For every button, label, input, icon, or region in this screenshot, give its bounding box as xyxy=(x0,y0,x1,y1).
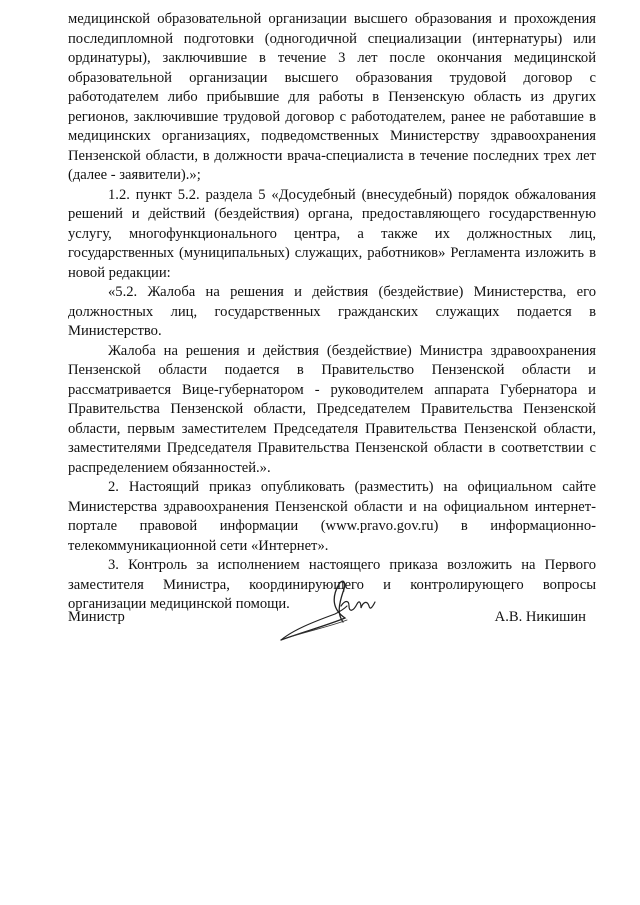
paragraph-minister-complaint: Жалоба на решения и действия (бездействие) Министра здравоохранения Пензенской области подается в Правительство Пензенской области и рассматривается Вице-губернатором - руководителем аппарата Губернатора и Правительства Пензенской области, Председателем Правительства Пензенской области, первым заместителем Председателя Правительства Пензенской области, заместителями Председателя Правительства Пензенской области в соответствии с распределением обязанностей.». xyxy=(68,342,596,476)
paragraph-item-1-2: 1.2. пункт 5.2. раздела 5 «Досудебный (внесудебный) порядок обжалования решений и действий (бездействия) органа, предоставляющего государственную услугу, многофункционального центра, а также их должностных лиц, государственных (муниципальных) служащих, работников» Регламента изложить в новой редакции: xyxy=(68,186,596,281)
paragraph-clause-5-2: «5.2. Жалоба на решения и действия (бездействие) Министерства, его должностных лиц, государственных гражданских служащих подается в Министерство. xyxy=(68,284,596,339)
signatory-title: Министр xyxy=(68,609,125,625)
paragraph-item-3: 3. Контроль за исполнением настоящего приказа возложить на Первого заместителя Министра, координирующего и контролирующего вопросы организации медицинской помощи. xyxy=(68,557,596,612)
handwritten-signature xyxy=(273,570,383,650)
paragraph-item-2: 2. Настоящий приказ опубликовать (разместить) на официальном сайте Министерства здравоохранения Пензенской области и на официальном интернет-портале правовой информации (www.pravo.gov.ru) в информационно-телекоммуникационной сети «Интернет». xyxy=(68,479,596,554)
document-body xyxy=(68,10,596,615)
signatory-name: А.В. Никишин xyxy=(494,609,586,625)
paragraph-continuation: медицинской образовательной организации высшего образования и прохождения последипломной подготовки (одногодичной специализации (интернатуры) или ординатуры), заключившие в течение 3 лет после окончания медицинской образовательной организации высшего образования трудовой договор с работодателем либо прибывшие для работы в Пензенскую область из других регионов, заключившие трудовой договор с работодателем, ранее не работавшие в медицинских организациях, подведомственных Министерству здравоохранения Пензенской области, в должности врача-специалиста в течение последних трех лет (далее - заявители).»; xyxy=(68,11,596,183)
signature-block xyxy=(68,570,596,660)
